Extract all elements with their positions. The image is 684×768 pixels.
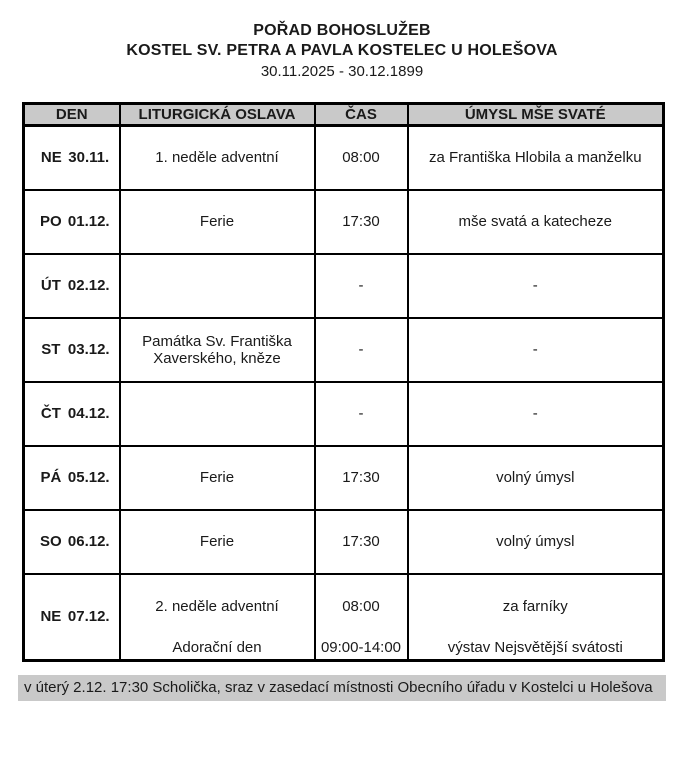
column-header-umysl-mse-svate: ÚMYSL MŠE SVATÉ bbox=[408, 104, 664, 126]
intention-cell bbox=[408, 126, 664, 190]
intention-cell bbox=[408, 382, 664, 446]
time-cell-content bbox=[320, 575, 403, 659]
column-header-den: DEN bbox=[24, 104, 120, 126]
schedule-row bbox=[24, 318, 664, 382]
document-title: POŘAD BOHOSLUŽEB bbox=[253, 22, 431, 39]
intention-cell-content bbox=[413, 149, 659, 166]
day-date: 03.12. bbox=[67, 341, 110, 358]
day-date: 30.11. bbox=[68, 149, 110, 167]
time-cell-content bbox=[320, 533, 403, 550]
time-text: - bbox=[358, 341, 364, 358]
day-cell bbox=[24, 382, 120, 446]
intention-cell-content bbox=[413, 213, 659, 230]
time-cell bbox=[315, 190, 408, 254]
date-range: 30.11.2025 - 30.12.1899 bbox=[260, 63, 424, 80]
schedule-table bbox=[22, 102, 665, 662]
time-cell-content bbox=[320, 213, 403, 230]
time-text: 17:30 bbox=[342, 533, 380, 550]
intention-cell-content bbox=[413, 533, 659, 550]
day-cell bbox=[24, 446, 120, 510]
footer-note: v úterý 2.12. 17:30 Scholička, sraz v zasedací místnosti Obecního úřadu v Kostelci u Holešova bbox=[18, 675, 666, 701]
celebration-cell bbox=[120, 126, 315, 190]
day-abbreviation: NE bbox=[40, 149, 62, 167]
schedule-row bbox=[24, 510, 664, 574]
celebration-cell bbox=[120, 446, 315, 510]
intention-cell-content bbox=[413, 405, 659, 422]
celebration-cell-content bbox=[125, 333, 310, 367]
celebration-cell-content bbox=[125, 575, 310, 659]
time-cell bbox=[315, 318, 408, 382]
celebration-cell-content bbox=[125, 213, 310, 230]
day-abbreviation: NE bbox=[40, 608, 62, 625]
celebration-text: Ferie bbox=[199, 213, 235, 230]
intention-text: volný úmysl bbox=[496, 533, 575, 550]
day-abbreviation: PÁ bbox=[40, 469, 62, 486]
time-text: 08:00 bbox=[342, 149, 380, 167]
celebration-cell bbox=[120, 190, 315, 254]
day-date: 05.12. bbox=[67, 469, 110, 486]
time-secondary-text: 09:00-14:00 bbox=[320, 638, 402, 656]
intention-cell bbox=[408, 446, 664, 510]
time-cell-content bbox=[320, 469, 403, 486]
time-cell bbox=[315, 382, 408, 446]
intention-text: za farníky bbox=[502, 598, 568, 615]
schedule-row bbox=[24, 254, 664, 318]
intention-secondary-text: výstav Nejsvětější svátosti bbox=[447, 638, 623, 656]
day-abbreviation: ČT bbox=[40, 405, 61, 422]
schedule-row bbox=[24, 446, 664, 510]
time-text: 08:00 bbox=[342, 598, 380, 615]
celebration-text: Ferie bbox=[199, 469, 235, 486]
day-date: 02.12. bbox=[67, 277, 110, 294]
day-date: 07.12. bbox=[67, 608, 110, 625]
church-name: KOSTEL SV. PETRA A PAVLA KOSTELEC U HOLEŠOVA bbox=[126, 42, 558, 59]
time-cell bbox=[315, 254, 408, 318]
column-header-cas: ČAS bbox=[315, 104, 408, 126]
day-cell bbox=[24, 126, 120, 190]
time-text: 17:30 bbox=[342, 469, 380, 486]
time-cell bbox=[315, 574, 408, 661]
intention-text: - bbox=[532, 405, 538, 422]
schedule-row bbox=[24, 126, 664, 190]
day-abbreviation: ST bbox=[41, 341, 61, 358]
day-cell bbox=[24, 510, 120, 574]
time-cell bbox=[315, 510, 408, 574]
intention-cell-content bbox=[413, 575, 659, 659]
celebration-cell bbox=[120, 510, 315, 574]
intention-cell-content bbox=[413, 469, 659, 486]
time-cell bbox=[315, 446, 408, 510]
intention-text: - bbox=[532, 341, 538, 358]
time-text: - bbox=[358, 277, 364, 294]
intention-text: volný úmysl bbox=[496, 469, 575, 486]
day-date: 01.12. bbox=[67, 213, 110, 230]
column-header-liturgicka-oslava: LITURGICKÁ OSLAVA bbox=[120, 104, 315, 126]
time-cell-content bbox=[320, 277, 403, 294]
celebration-text: Ferie bbox=[199, 533, 235, 550]
day-cell bbox=[24, 254, 120, 318]
day-date: 06.12. bbox=[67, 533, 110, 550]
intention-text: - bbox=[532, 277, 538, 294]
time-text: 17:30 bbox=[342, 213, 380, 230]
day-date: 04.12. bbox=[67, 405, 110, 422]
document-header bbox=[0, 0, 684, 82]
celebration-cell bbox=[120, 318, 315, 382]
day-cell bbox=[24, 190, 120, 254]
celebration-cell bbox=[120, 382, 315, 446]
celebration-text: 2. neděle adventní bbox=[155, 598, 279, 615]
table-header-row bbox=[24, 104, 664, 126]
intention-text: mše svatá a katecheze bbox=[458, 213, 612, 230]
celebration-text: 1. neděle adventní bbox=[155, 149, 279, 167]
celebration-cell-content bbox=[125, 149, 310, 166]
intention-cell bbox=[408, 318, 664, 382]
celebration-secondary-text: Adorační den bbox=[172, 638, 262, 656]
day-abbreviation: ÚT bbox=[40, 277, 61, 294]
celebration-cell-content bbox=[125, 533, 310, 550]
time-cell-content bbox=[320, 341, 403, 358]
intention-cell bbox=[408, 254, 664, 318]
intention-cell bbox=[408, 190, 664, 254]
day-abbreviation: PO bbox=[40, 213, 62, 230]
time-cell bbox=[315, 126, 408, 190]
intention-cell-content bbox=[413, 341, 659, 358]
celebration-text: Památka Sv. Františka Xaverského, kněze bbox=[142, 332, 292, 367]
schedule-row bbox=[24, 382, 664, 446]
celebration-cell-content bbox=[125, 469, 310, 486]
day-cell bbox=[24, 574, 120, 661]
celebration-cell bbox=[120, 574, 315, 661]
intention-text: za Františka Hlobila a manželku bbox=[428, 149, 642, 167]
time-cell-content bbox=[320, 405, 403, 422]
schedule-row bbox=[24, 574, 664, 661]
table-body bbox=[24, 126, 664, 661]
day-abbreviation: SO bbox=[40, 533, 62, 550]
celebration-cell bbox=[120, 254, 315, 318]
intention-cell bbox=[408, 510, 664, 574]
time-cell-content bbox=[320, 149, 403, 166]
intention-cell bbox=[408, 574, 664, 661]
day-cell bbox=[24, 318, 120, 382]
time-text: - bbox=[358, 405, 364, 422]
schedule-row bbox=[24, 190, 664, 254]
intention-cell-content bbox=[413, 277, 659, 294]
